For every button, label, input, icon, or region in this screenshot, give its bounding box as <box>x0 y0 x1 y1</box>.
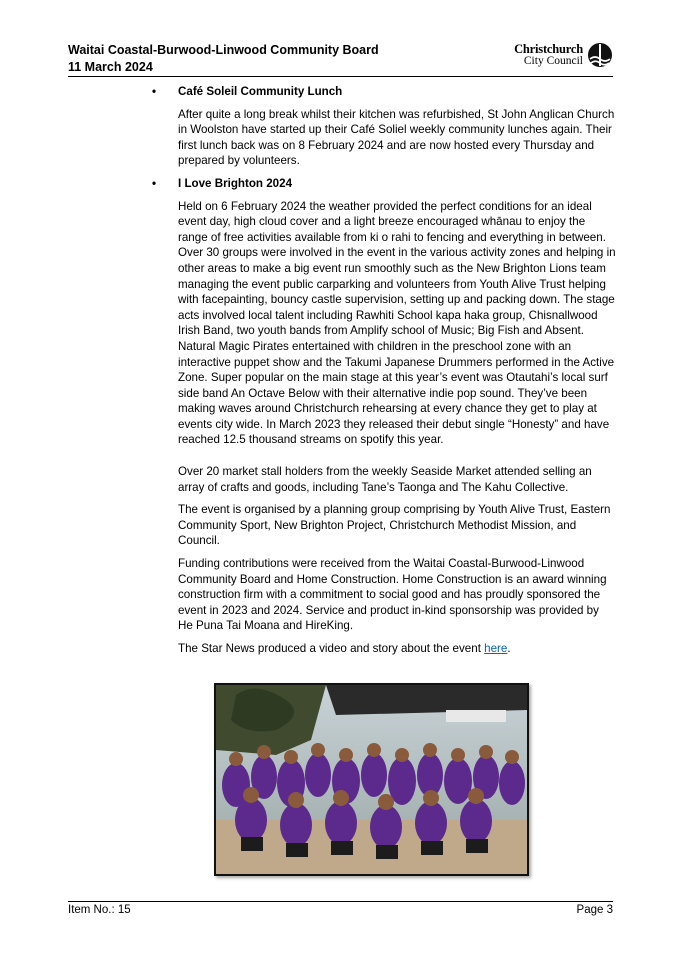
page-header <box>68 42 613 76</box>
page-number: Page 3 <box>576 904 613 916</box>
paragraph: Funding contributions were received from the Waitai Coastal-Burwood-Linwood Community Board and Home Construction. Home Construction is an award winning construction firm with a commitment to social good and has proudly sponsored the event in 2023 and 2024. Service and product in-kind sponsorship was provided by He Puna Tai Moana and HireKing. <box>178 557 607 633</box>
paragraph: Over 20 market stall holders from the weekly Seaside Market attended selling an array of crafts and goods, including Tane’s Taonga and The Kahu Collective. <box>178 465 592 494</box>
heading-text: I Love Brighton 2024 <box>178 176 293 190</box>
star-news-paragraph <box>178 641 616 657</box>
star-news-link[interactable]: here <box>484 642 508 655</box>
paragraph: Held on 6 February 2024 the weather provided the perfect conditions for an ideal event day, high cloud cover and a light breeze encouraged whānau to enjoy the range of free activities available from ki o rahi to fencing and everything in between. Over 30 groups were involved in the event in the various activity zones and helping in other areas to make a big event run smoothly such as the New Brighton Lions team managing the event public carparking and volunteers from Youth Alive Trust helping with facepainting, bouncy castle supervision, setting up and packing down. The stage acts involved local talent including Rawhiti School kapa haka group, Chisnallwood Irish Band, two youth bands from Amplify school of Music; Big Fish and Absent. Natural Magic Pirates entertained with children in the preschool zone with an interactive puppet show and the Takumi Japanese Drummers performed in the Active Zone. Super popular on the main stage at this year’s event was Otautahi’s local surf side band An Octave Below with their alternative indie pop sound. They’ve been making waves around Christchurch rehearsing at every chance they get to play at events city wide. In March 2023 they released their debut single “Honesty” and have reached 12.5 thousand streams on spotify this year. <box>178 199 616 447</box>
heading-text: Café Soleil Community Lunch <box>178 85 343 98</box>
page-footer <box>68 901 613 916</box>
document-body <box>152 84 616 664</box>
star-news-text: The Star News produced a video and story about the event <box>178 642 485 655</box>
header-rule <box>68 76 613 77</box>
meeting-date: 11 March 2024 <box>68 60 153 74</box>
event-photo <box>214 683 529 876</box>
section-heading-brighton <box>152 176 616 192</box>
board-name: Waitai Coastal-Burwood-Linwood Community Board <box>68 43 379 57</box>
paragraph: After quite a long break whilst their kitchen was refurbished, St John Anglican Church in Woolston have started up their Café Soliel weekly community lunches again. Their first lunch back was on 8 February 2024 and are now hosted every Thursday and prepared by volunteers. <box>178 107 615 168</box>
bullet-icon: • <box>152 176 157 190</box>
council-emblem-icon <box>587 42 613 68</box>
period: . <box>507 642 511 655</box>
logo-line2: City Council <box>523 55 583 67</box>
item-number: Item No.: 15 <box>68 904 131 916</box>
council-logo <box>514 42 613 68</box>
section-heading-cafe <box>152 84 616 100</box>
bullet-icon: • <box>152 85 157 98</box>
paragraph: The event is organised by a planning group comprising by Youth Alive Trust, Eastern Community Sport, New Brighton Project, Christchurch Methodist Mission, and Council. <box>178 503 611 548</box>
kapa-haka-photo-image <box>216 685 527 874</box>
logo-line1: Christchurch <box>514 42 583 56</box>
